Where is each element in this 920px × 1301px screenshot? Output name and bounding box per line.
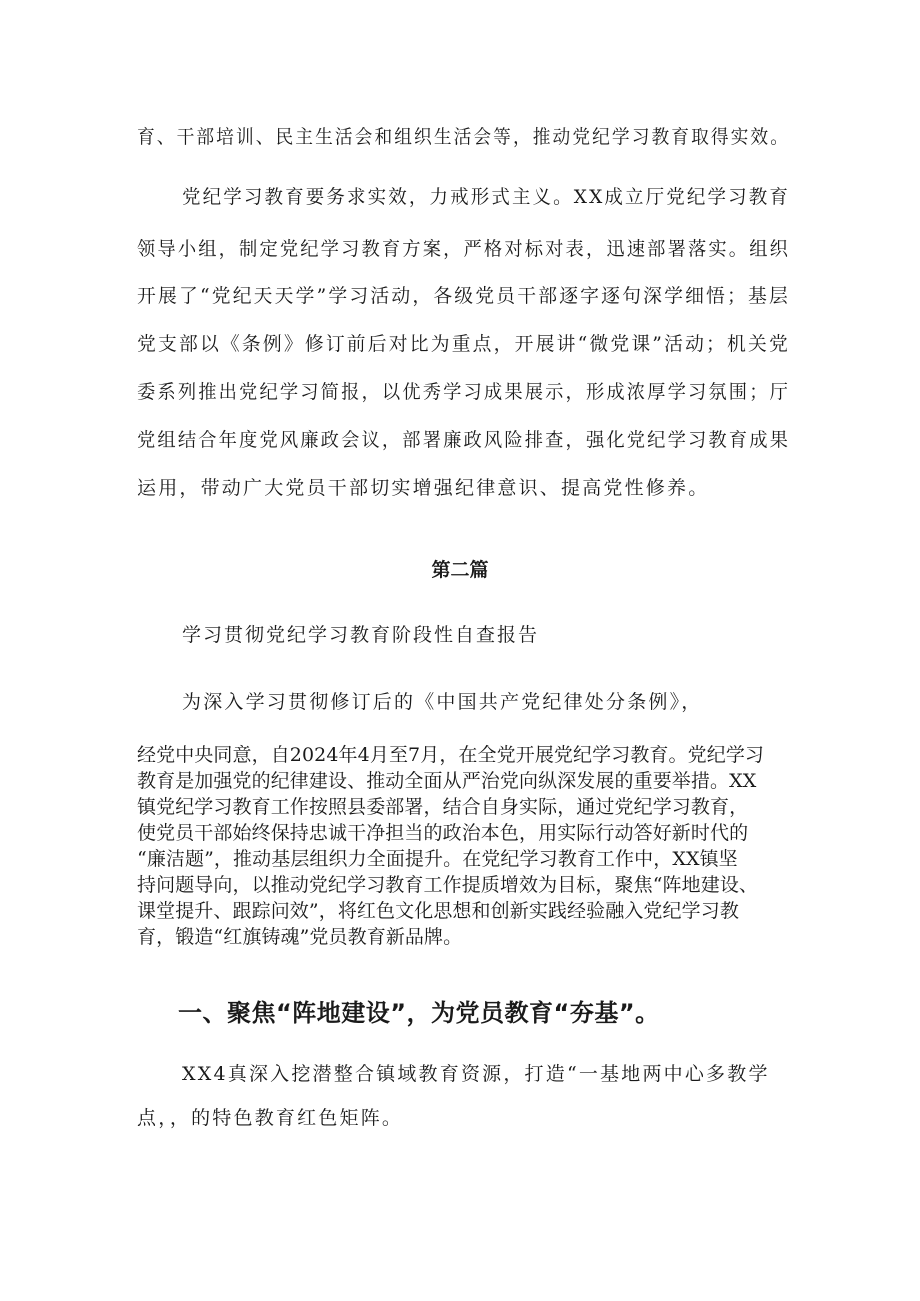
paragraph-line: “廉洁题”，推动基层组织力全面提升。在党纪学习教育工作中，XX镇坚 [137,848,738,870]
paragraph-line: 使党员干部始终保持忠诚干净担当的政治本色，用实际行动答好新时代的 [137,822,749,844]
paragraph-line: 教育是加强党的纪律建设、推动全面从严治党向纵深发展的重要举措。XX [137,770,757,792]
paragraph-line: 点，，的特色教育红色矩阵。 [137,1107,404,1129]
paragraph-line: 课堂提升、跟踪问效”，将红色文化思想和创新实践经验融入党纪学习教 [137,900,739,922]
paragraph-line: 党纪学习教育要务求实效，力戒形式主义。XX成立厅党纪学习教育 [182,186,790,208]
chapter-heading: 第二篇 [431,559,489,581]
paragraph-line: 为深入学习贯彻修订后的《中国共产党纪律处分条例》， [182,691,703,713]
paragraph-line: 经党中央同意，自2024年4月至7月，在全党开展党纪学习教育。党纪学习 [137,744,765,766]
paragraph-line: XX4真深入挖潜整合镇域教育资源，打造“一基地两中心多教学 [182,1063,770,1085]
paragraph-line: 育、干部培训、民主生活会和组织生活会等，推动党纪学习教育取得实效。 [137,126,791,148]
paragraph-line: 开展了“党纪天天学”学习活动，各级党员干部逐字逐句深学细悟；基层 [137,285,790,307]
paragraph-line: 镇党纪学习教育工作按照县委部署，结合自身实际，通过党纪学习教育， [137,796,749,818]
paragraph-line: 领导小组，制定党纪学习教育方案，严格对标对表，迅速部署落实。组织 [137,238,791,260]
paragraph-line: 党组结合年度党风廉政会议，部署廉政风险排查，强化党纪学习教育成果 [137,429,791,451]
report-title: 学习贯彻党纪学习教育阶段性自查报告 [182,624,540,646]
paragraph-line: 运用，带动广大党员干部切实增强纪律意识、提高党性修养。 [137,477,710,499]
section-heading: 一、聚焦“阵地建设”，为党员教育“夯基”。 [178,999,660,1027]
paragraph-line: 党支部以《条例》修订前后对比为重点，开展讲“微党课”活动；机关党 [137,333,790,355]
paragraph-line: 持问题导向，以推动党纪学习教育工作提质增效为目标，聚焦“阵地建设、 [137,874,759,896]
paragraph-line: 委系列推出党纪学习简报，以优秀学习成果展示，形成浓厚学习氛围；厅 [137,381,791,403]
paragraph-line: 育，锻造“红旗铸魂”党员教育新品牌。 [137,926,463,948]
